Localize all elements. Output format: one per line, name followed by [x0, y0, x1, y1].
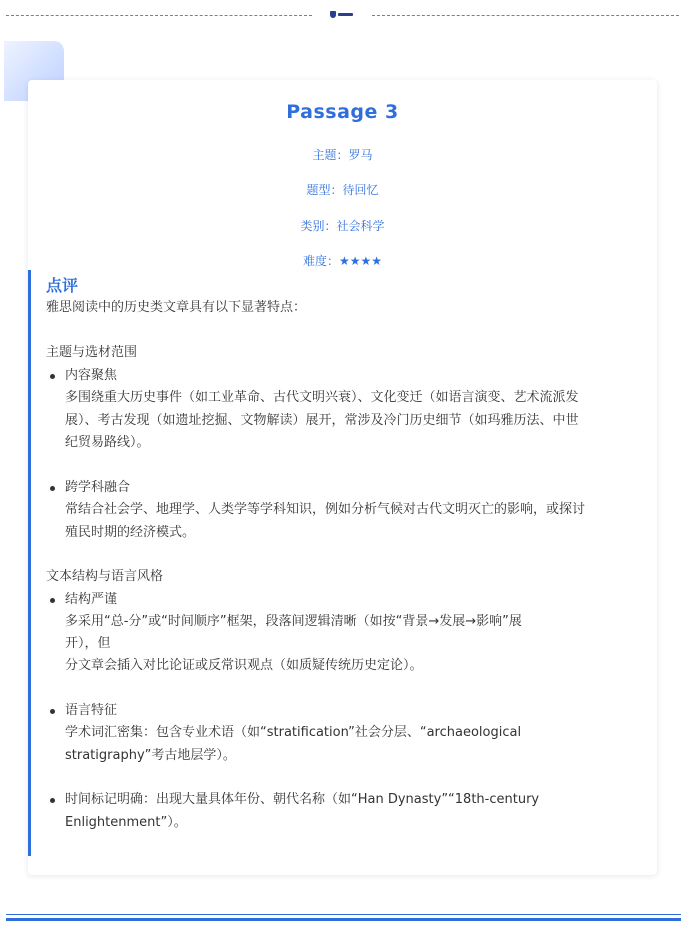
item-title-content-focus: 内容聚焦: [65, 368, 118, 383]
item-body-line: 纪贸易路线）。: [65, 435, 150, 450]
item-body-line: 时间标记明确：出现大量具体年份、朝代名称（如“Han Dynasty”“18th-century: [65, 792, 540, 807]
item-body-line: stratigraphy”考古地层学）。: [65, 748, 236, 763]
bullet-icon: [50, 598, 55, 603]
meta-difficulty: 难度：★★★★: [302, 254, 383, 268]
item-body-line: 多采用“总-分”或“时间顺序”框架，段落间逻辑清晰（如按“背景→发展→影响”展: [65, 614, 522, 629]
bottom-rule-thin: [6, 914, 681, 915]
logo-shield-mark: [330, 11, 336, 18]
bullet-icon: [50, 798, 55, 803]
top-dashed-rule-right: [372, 15, 679, 16]
section-title-structure: 文本结构与语言风格: [46, 569, 164, 584]
section-title-scope: 主题与选材范围: [46, 345, 138, 360]
bottom-rule-thick: [6, 918, 681, 921]
passage-title: Passage 3: [286, 101, 399, 123]
bullet-icon: [50, 709, 55, 714]
item-body-line: 展）、考古发现（如遗址挖掘、文物解读）展开，常涉及冷门历史细节（如玛雅历法、中世: [65, 413, 579, 428]
bullet-icon: [50, 486, 55, 491]
item-title-language: 语言特征: [65, 703, 118, 718]
review-accent-bar: [28, 270, 31, 856]
meta-category: 类别：社会科学: [300, 219, 385, 233]
item-body-line: Enlightenment”）。: [65, 815, 187, 830]
item-body-line: 常结合社会学、地理学、人类学等学科知识，例如分析气候对古代文明灭亡的影响，或探讨: [65, 502, 586, 517]
top-dashed-rule-left: [6, 15, 312, 16]
item-body-line: 开），但: [65, 636, 111, 651]
item-body-line: 分文章会插入对比论证或反常识观点（如质疑传统历史定论）。: [65, 658, 423, 673]
item-body-line: 殖民时期的经济模式。: [65, 525, 196, 540]
item-title-rigorous-structure: 结构严谨: [65, 592, 118, 607]
logo-wordmark-bar: [338, 13, 353, 16]
meta-topic: 主题：罗马: [312, 148, 373, 162]
bullet-icon: [50, 374, 55, 379]
review-heading: 点评: [46, 276, 79, 295]
meta-question-type: 题型：待回忆: [306, 183, 379, 197]
item-title-interdisciplinary: 跨学科融合: [65, 480, 131, 495]
item-body-line: 学术词汇密集：包含专业术语（如“stratification”社会分层、“archaeological: [65, 725, 522, 740]
brand-logo-icon: [330, 9, 354, 20]
item-body-line: 多围绕重大历史事件（如工业革命、古代文明兴衰）、文化变迁（如语言演变、艺术流派发: [65, 390, 579, 405]
review-intro: 雅思阅读中的历史类文章具有以下显著特点：: [46, 300, 307, 315]
